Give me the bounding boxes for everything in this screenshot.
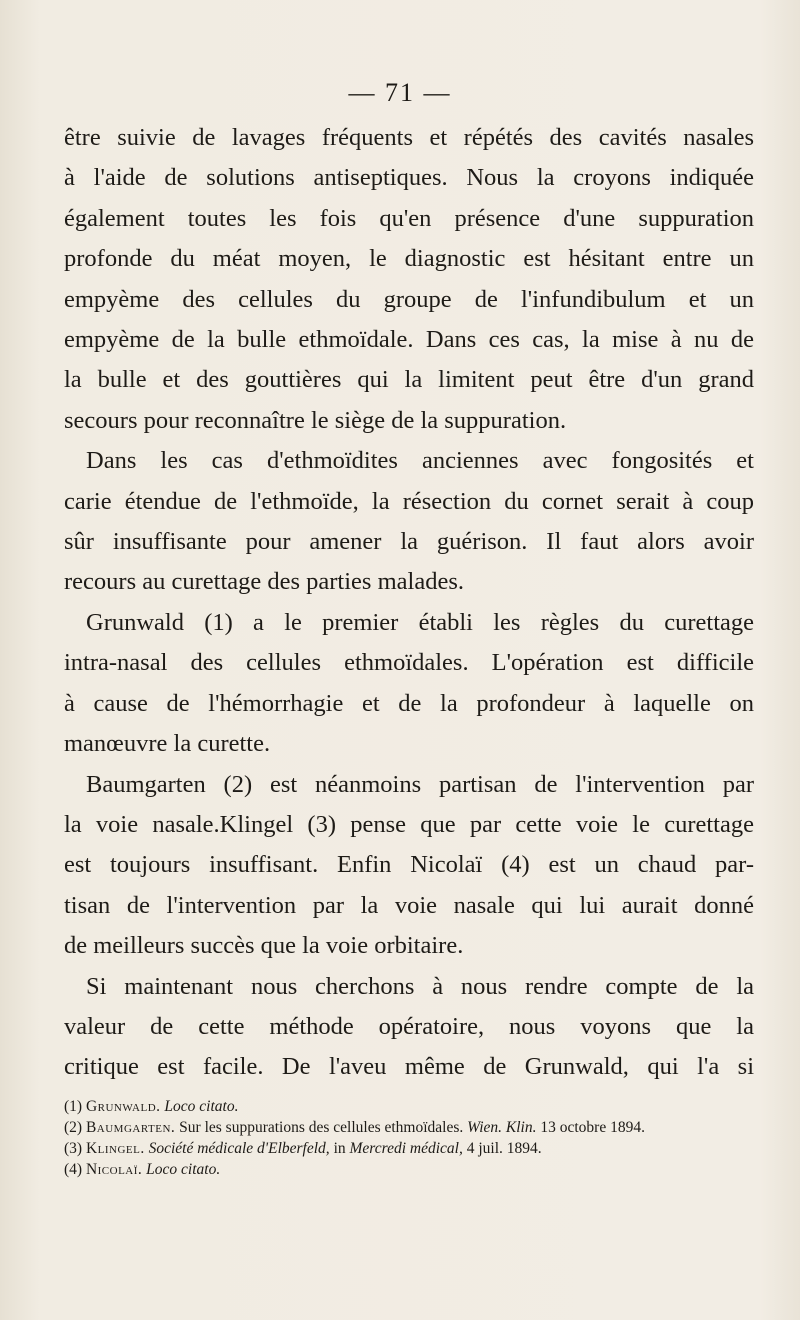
text-line: la bulle et des gouttières qui la limitent peut être d'un grand: [64, 366, 754, 394]
footnote-author: Klingel.: [85, 1140, 145, 1157]
text-line: valeur de cette méthode opératoire, nous voyons que la: [64, 1012, 754, 1040]
text-line: Dans les cas d'ethmoïdites anciennes avec fongosités et: [86, 447, 754, 475]
footnote-1: [64, 1096, 754, 1117]
text-line: Si maintenant nous cherchons à nous rendre compte de la: [86, 972, 754, 1000]
text-line: à l'aide de solutions antiseptiques. Nous la croyons indiquée: [64, 164, 754, 192]
footnote-author: Grunwald.: [85, 1098, 161, 1115]
footnote-author: Baumgarten.: [85, 1119, 176, 1136]
text-line: Grunwald (1) a le premier établi les règles du curettage: [86, 608, 754, 636]
text-line: à cause de l'hémorrhagie et de la profondeur à laquelle on: [64, 689, 754, 717]
text-line: également toutes les fois qu'en présence d'une suppuration: [64, 204, 754, 232]
text-line: critique est facile. De l'aveu même de Grunwald, qui l'a si: [64, 1053, 754, 1081]
text-line: sûr insuffisante pour amener la guérison. Il faut alors avoir: [64, 528, 754, 556]
footnote-date: 4 juil. 1894.: [466, 1140, 542, 1157]
footnote-society: Société médicale d'Elberfeld,: [148, 1140, 330, 1157]
footnote-number: (2): [64, 1119, 83, 1136]
text-line: manœuvre la curette.: [64, 730, 271, 758]
text-line: secours pour reconnaître le siège de la suppuration.: [64, 406, 567, 434]
footnote-journal: Wien. Klin.: [467, 1119, 537, 1136]
footnote-number: (1): [64, 1098, 83, 1115]
text-line: de meilleurs succès que la voie orbitaire.: [64, 932, 464, 960]
text-line: être suivie de lavages fréquents et répétés des cavités nasales: [64, 124, 754, 151]
footnote-ref: Loco citato.: [146, 1161, 221, 1178]
text-line: intra-nasal des cellules ethmoïdales. L'opération est difficile: [64, 649, 754, 677]
footnote-3: [64, 1138, 754, 1159]
footnote-number: (3): [64, 1140, 83, 1157]
text-line: empyème des cellules du groupe de l'infundibulum et un: [64, 285, 754, 313]
page-number: — 71 —: [348, 78, 452, 107]
text-line: profonde du méat moyen, le diagnostic est hésitant entre un: [64, 245, 754, 273]
footnote-author: Nicolaï.: [85, 1161, 143, 1178]
body-text: [64, 118, 754, 1088]
text-line: carie étendue de l'ethmoïde, la résection du cornet serait à coup: [64, 487, 754, 515]
text-line: tisan de l'intervention par la voie nasale qui lui aurait donné: [64, 891, 754, 919]
footnote-2: [64, 1117, 754, 1138]
footnote-date: 13 octobre 1894.: [540, 1119, 645, 1136]
footnote-ref: Loco citato.: [164, 1098, 239, 1115]
text-line: est toujours insuffisant. Enfin Nicolaï (4) est un chaud par-: [64, 851, 754, 879]
footnote-4: [64, 1159, 754, 1180]
text-line: empyème de la bulle ethmoïdale. Dans ces cas, la mise à nu de: [64, 326, 754, 354]
footnote-number: (4): [64, 1161, 83, 1178]
footnote-journal: Mercredi médical,: [349, 1140, 463, 1157]
text-line: la voie nasale.Klingel (3) pense que par cette voie le curettage: [64, 810, 754, 838]
text-line: Baumgarten (2) est néanmoins partisan de l'intervention par: [86, 770, 754, 798]
footnote-in: in: [333, 1140, 346, 1157]
footnotes: [64, 1096, 754, 1180]
text-line: recours au curettage des parties malades.: [64, 568, 464, 596]
footnote-title: Sur les suppurations des cellules ethmoïdales.: [179, 1119, 464, 1136]
